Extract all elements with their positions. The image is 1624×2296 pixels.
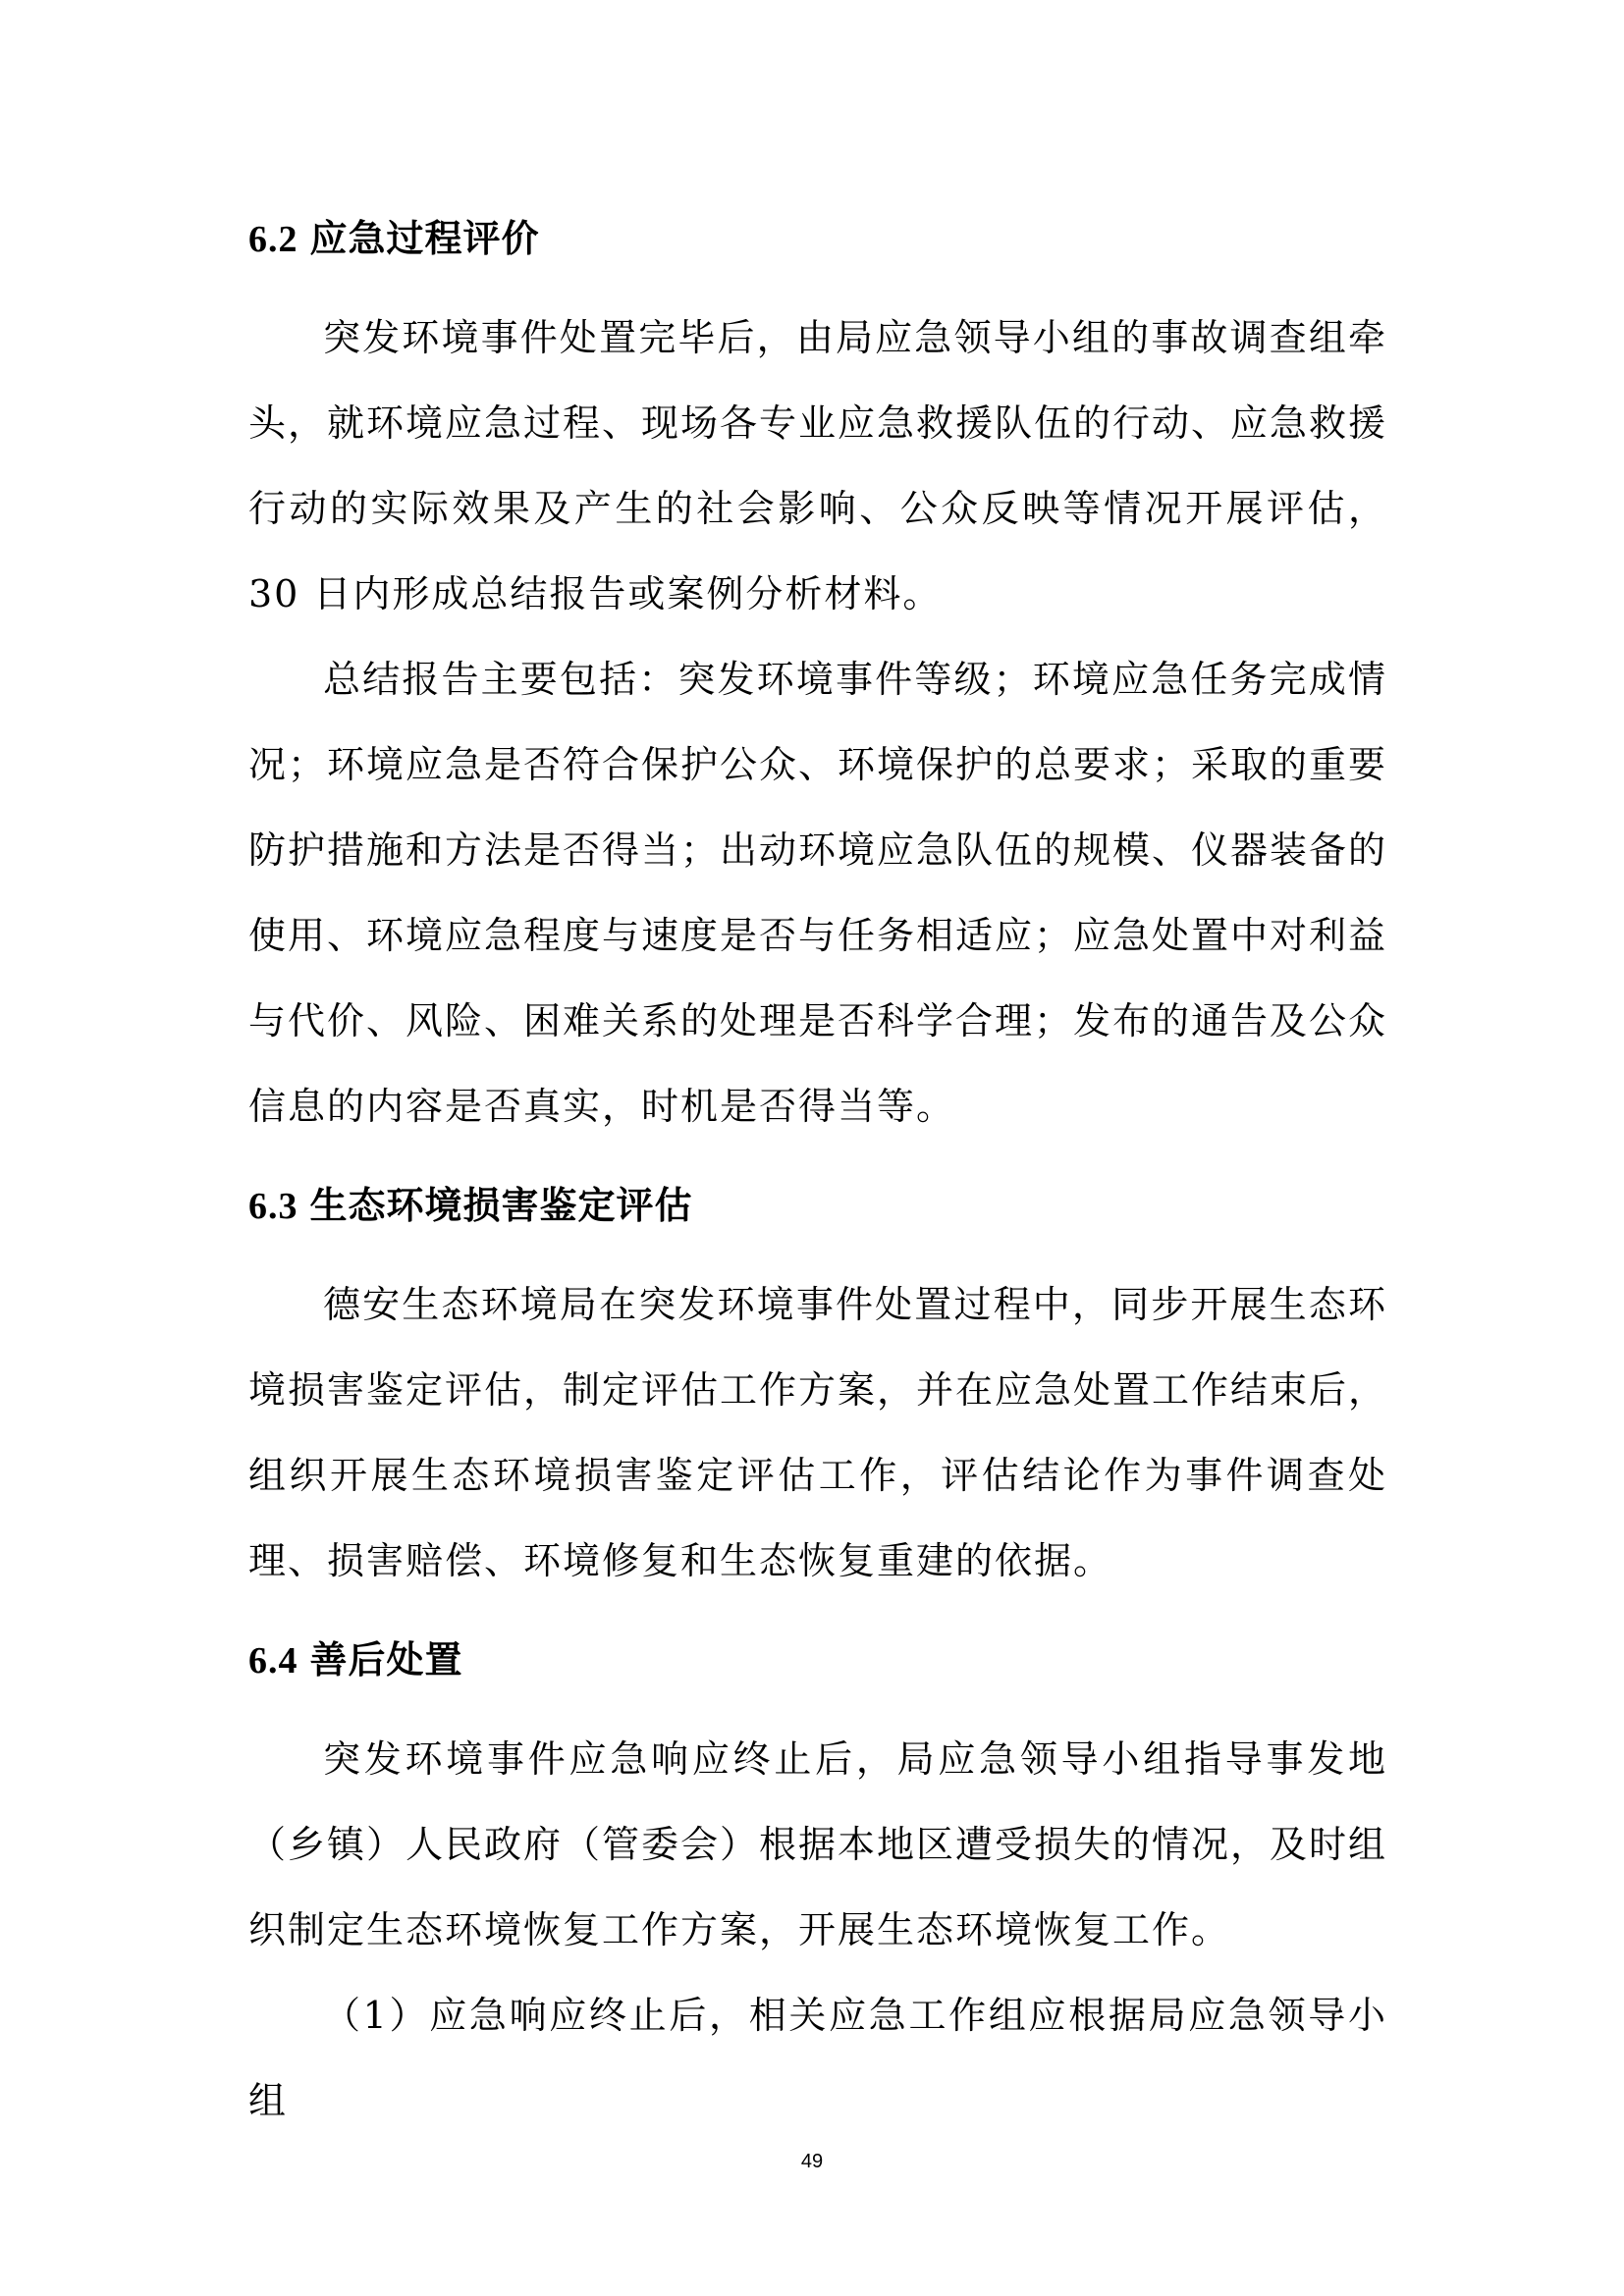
section-title: 善后处置 [309, 1637, 463, 1682]
section-title: 应急过程评价 [309, 216, 540, 260]
page-content [248, 208, 1387, 2144]
page-number: 49 [800, 2151, 824, 2172]
paragraph: 突发环境事件处置完毕后，由局应急领导小组的事故调查组牵头，就环境应急过程、现场各专业应急救援队伍的行动、应急救援行动的实际效果及产生的社会影响、公众反映等情况开展评估，30 日内形成总结报告或案例分析材料。 [248, 316, 1388, 615]
section-number: 6.4 [248, 1640, 298, 1682]
section-title: 生态环境损害鉴定评估 [309, 1183, 693, 1227]
paragraph: 突发环境事件应急响应终止后，局应急领导小组指导事发地（乡镇）人民政府（管委会）根据本地区遭受损失的情况，及时组织制定生态环境恢复工作方案，开展生态环境恢复工作。 [248, 1737, 1388, 1951]
section-heading-6-2 [248, 208, 1387, 270]
section-number: 6.2 [248, 219, 298, 260]
paragraph: 总结报告主要包括：突发环境事件等级；环境应急任务完成情况；环境应急是否符合保护公众、环境保护的总要求；采取的重要防护措施和方法是否得当；出动环境应急队伍的规模、仪器装备的使用、环境应急程度与速度是否与任务相适应；应急处置中对利益与代价、风险、困难关系的处理是否科学合理；发布的通告及公众信息的内容是否真实，时机是否得当等。 [248, 658, 1388, 1128]
section-number: 6.3 [248, 1186, 298, 1227]
section-heading-6-3 [248, 1175, 1387, 1237]
section-heading-6-4 [248, 1629, 1387, 1691]
paragraph: 德安生态环境局在突发环境事件处置过程中，同步开展生态环境损害鉴定评估，制定评估工作方案，并在应急处置工作结束后，组织开展生态环境损害鉴定评估工作，评估结论作为事件调查处理、损害赔偿、环境修复和生态恢复重建的依据。 [248, 1283, 1388, 1582]
list-item-paragraph: （1）应急响应终止后，相关应急工作组应根据局应急领导小组 [248, 1994, 1387, 2122]
